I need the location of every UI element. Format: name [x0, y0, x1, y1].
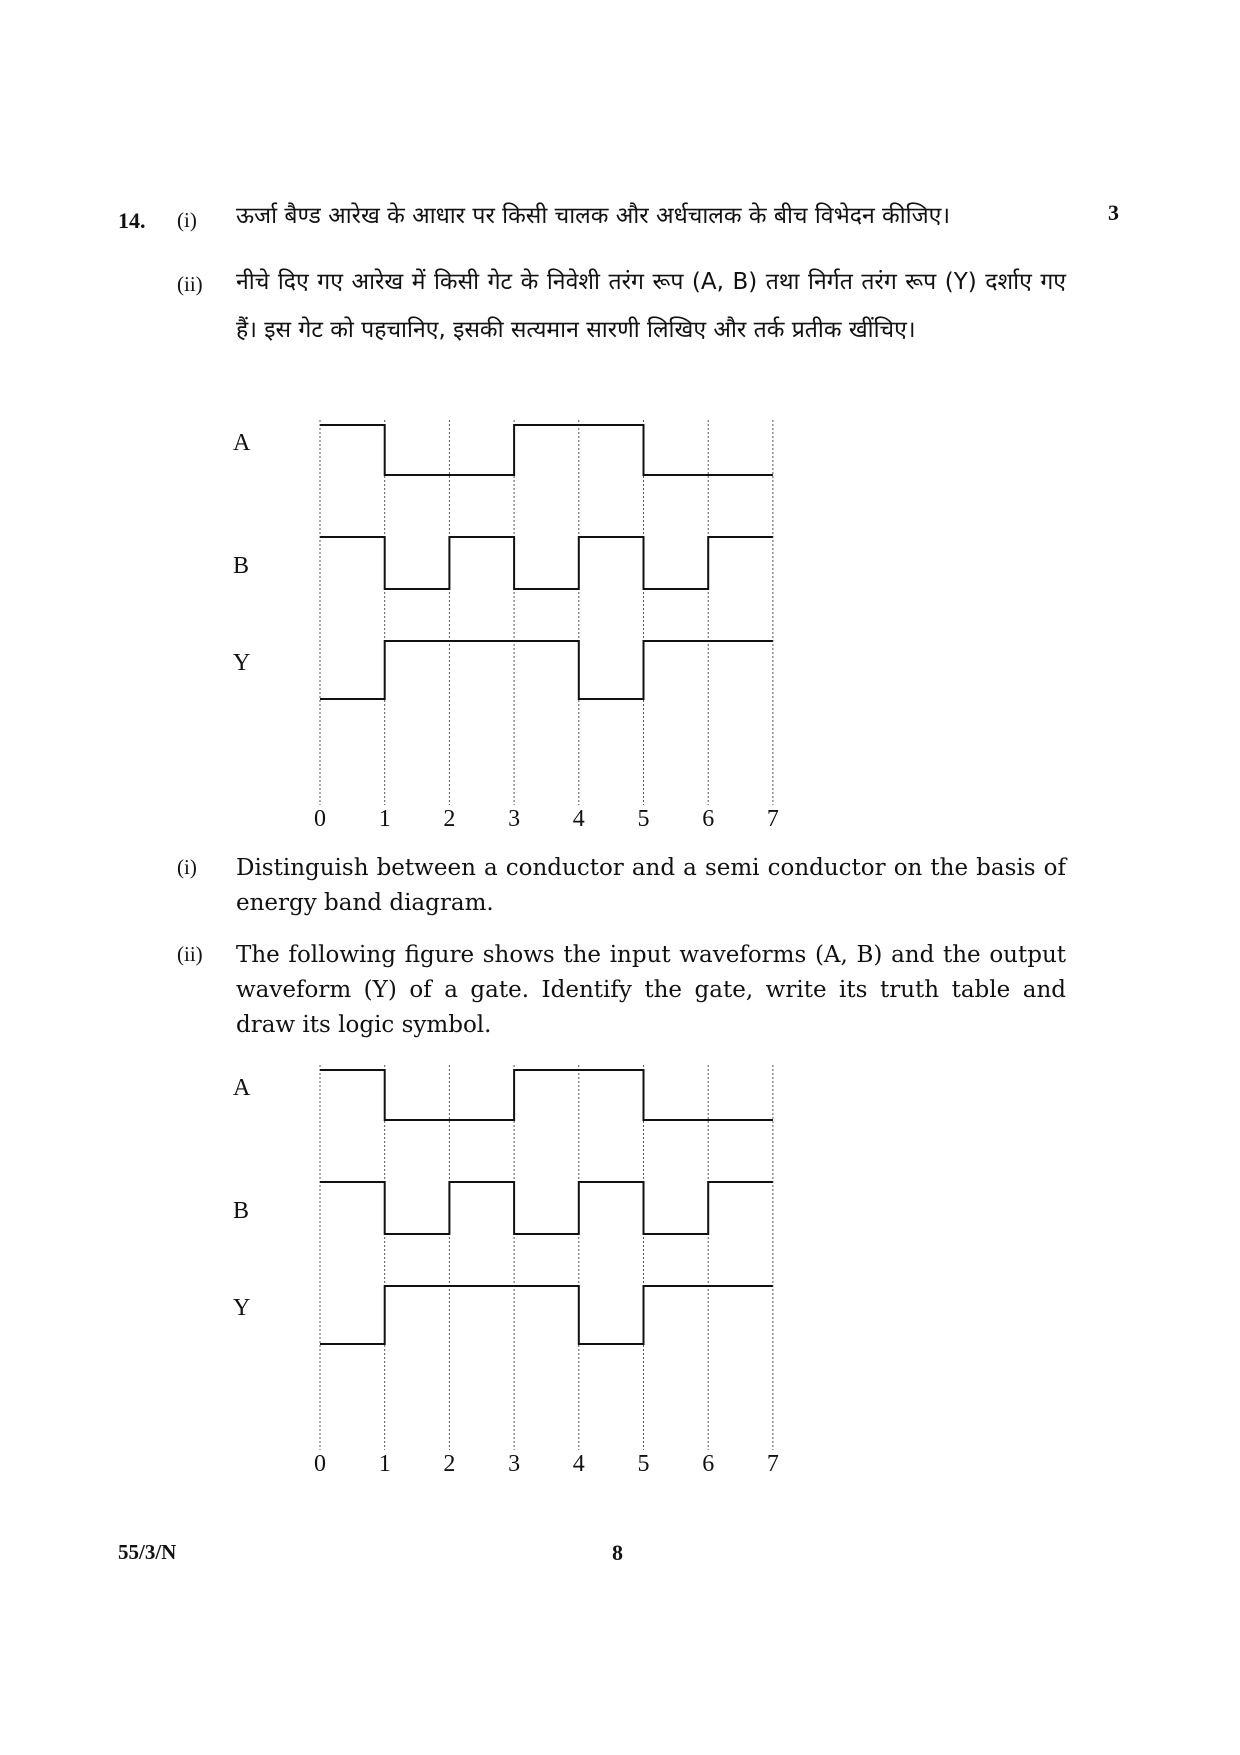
paper-code: 55/3/N: [118, 1540, 177, 1564]
time-tick-label: 1: [378, 1451, 391, 1477]
time-tick-label: 7: [766, 1451, 779, 1477]
page-number: 8: [612, 1540, 623, 1565]
time-tick-label: 7: [766, 806, 779, 832]
time-tick-label: 0: [314, 806, 326, 832]
waveform-y: [320, 641, 773, 699]
waveform-b: [320, 1182, 773, 1234]
waveform-a: [320, 425, 773, 475]
signal-label-b: B: [233, 1198, 250, 1224]
time-tick-label: 5: [637, 806, 650, 832]
time-tick-label: 4: [572, 1451, 585, 1477]
english-part-i-label: (i): [177, 855, 197, 879]
signal-label-y: Y: [233, 650, 251, 676]
waveform-y: [320, 1286, 773, 1344]
time-tick-label: 1: [378, 806, 391, 832]
waveform-figure-hindi: [220, 415, 820, 835]
english-part-ii-text: The following figure shows the input waveforms (A, B) and the output waveform (Y) of a gate. Identify the gate, write its truth table and draw its logic symbol.: [236, 942, 1066, 1038]
question-number: 14.: [118, 208, 146, 233]
time-tick-label: 6: [702, 806, 715, 832]
hindi-part-ii-label: (ii): [177, 272, 203, 296]
signal-label-b: B: [233, 553, 250, 579]
hindi-part-i-label: (i): [177, 208, 197, 232]
question-marks: 3: [1108, 200, 1119, 225]
signal-label-a: A: [233, 1075, 251, 1101]
time-tick-label: 0: [314, 1451, 326, 1477]
hindi-part-ii-text: नीचे दिए गए आरेख में किसी गेट के निवेशी तरंग रूप (A, B) तथा निर्गत तरंग रूप (Y) दर्शाए गए हैं। इस गेट को पहचानिए, इसकी सत्यमान सारणी लिखिए और तर्क प्रतीक खींचिए।: [236, 269, 1066, 343]
signal-label-a: A: [233, 430, 251, 456]
english-part-ii-label: (ii): [177, 942, 203, 966]
time-tick-label: 4: [572, 806, 585, 832]
hindi-part-i-text: ऊर्जा बैण्ड आरेख के आधार पर किसी चालक और अर्धचालक के बीच विभेदन कीजिए।: [236, 203, 951, 229]
time-tick-label: 2: [443, 1451, 456, 1477]
signal-label-y: Y: [233, 1295, 251, 1321]
english-part-i-text: Distinguish between a conductor and a semi conductor on the basis of energy band diagram.: [236, 855, 1066, 916]
waveform-a: [320, 1070, 773, 1120]
waveform-b: [320, 537, 773, 589]
time-tick-label: 6: [702, 1451, 715, 1477]
time-tick-label: 3: [508, 1451, 521, 1477]
time-tick-label: 2: [443, 806, 456, 832]
time-tick-label: 5: [637, 1451, 650, 1477]
waveform-figure-english: [220, 1060, 820, 1480]
time-tick-label: 3: [508, 806, 521, 832]
